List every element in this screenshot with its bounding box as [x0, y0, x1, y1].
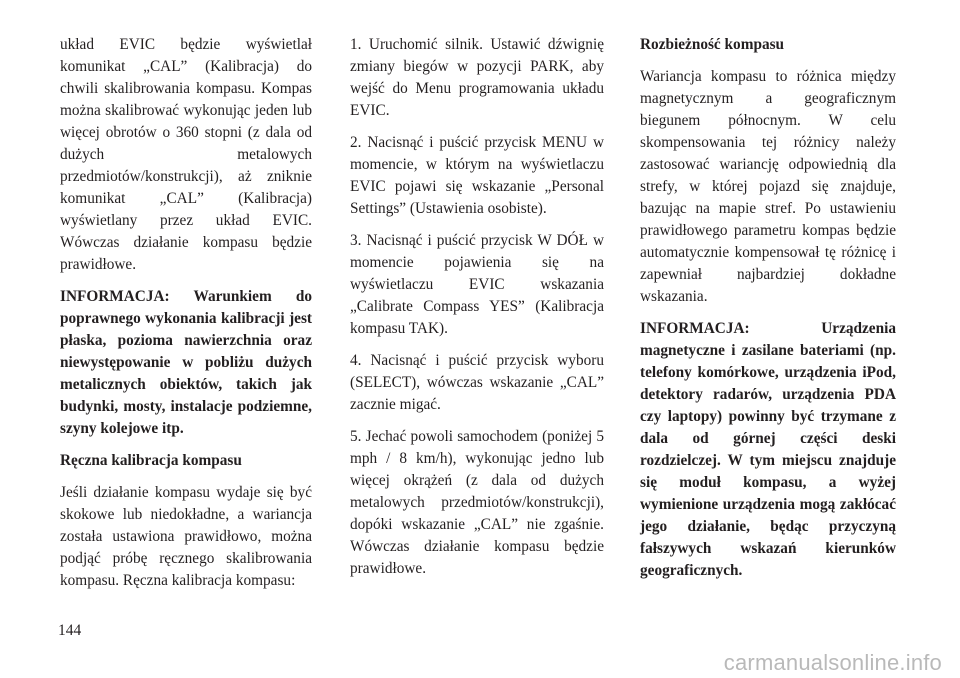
watermark: carmanualsonline.info: [723, 650, 942, 675]
column-left: [60, 34, 312, 602]
heading-compass-variance: Rozbieżność kompasu: [640, 36, 785, 53]
step-2: 2. Nacisnąć i puścić przycisk MENU w momencie, w którym na wyświetlaczu EVIC pojawi się wskazanie „Personal Settings” (Ustawienia osobiste).: [350, 134, 604, 217]
step-4: 4. Nacisnąć i puścić przycisk wyboru (SELECT), wówczas wskazanie „CAL” zacznie migać.: [350, 352, 604, 413]
note-magnetic-devices: INFORMACJA: Urządzenia magnetyczne i zasilane bateriami (np. telefony komórkowe, urządzenia iPod, detektory radarów, urządzenia PDA czy laptopy) powinny być trzymane z dala od górnej części deski rozdzielczej. W tym miejscu znajduje się moduł kompasu, a wyżej wymienione urządzenia mogą zakłócać jego działanie, będąc przyczyną fałszywych wskazań kierunków geograficznych.: [640, 320, 896, 579]
column-middle: [350, 34, 604, 590]
paragraph-compass-variance: Wariancja kompasu to różnica między magnetycznym a geograficznym biegunem północnym. W celu skompensowania tej różnicy należy zastosować wariancję odpowiednią dla strefy, w której pojazd się znajduje, bazując na mapie stref. Po ustawieniu prawidłowego parametru kompas będzie automatycznie kompensował tę różnicę i zapewniał najbardziej dokładne wskazania.: [640, 68, 896, 305]
step-5: 5. Jechać powoli samochodem (poniżej 5 mph / 8 km/h), wykonując jedno lub więcej okrążeń (z dala od dużych metalowych przedmiotów/konstrukcji), dopóki wskazanie „CAL” nie zgaśnie. Wówczas działanie kompasu będzie prawidłowe.: [350, 428, 604, 577]
paragraph-evic-cal: układ EVIC będzie wyświetlał komunikat „CAL” (Kalibracja) do chwili skalibrowania kompasu. Kompas można skalibrować wykonując jeden lub więcej obrotów o 360 stopni (z dala od dużych metalowych przedmiotów/konstrukcji), aż zniknie komunikat „CAL” (Kalibracja) wyświetlany przez układ EVIC. Wówczas działanie kompasu będzie prawidłowe.: [60, 36, 312, 273]
page-number: 144: [58, 622, 82, 639]
note-calibration-conditions: INFORMACJA: Warunkiem do poprawnego wykonania kalibracji jest płaska, pozioma nawierzchnia oraz niewystępowanie w pobliżu dużych metalicznych obiektów, takich jak budynki, mosty, instalacje podziemne, szyny kolejowe itp.: [60, 288, 312, 437]
heading-manual-calibration: Ręczna kalibracja kompasu: [60, 452, 242, 469]
step-3: 3. Nacisnąć i puścić przycisk W DÓŁ w momencie pojawienia się na wyświetlaczu EVIC wskazania „Calibrate Compass YES” (Kalibracja kompasu TAK).: [350, 232, 604, 337]
column-right: [640, 34, 896, 592]
paragraph-manual-calibration: Jeśli działanie kompasu wydaje się być skokowe lub niedokładne, a wariancja została ustawiona prawidłowo, można podjąć próbę ręcznego skalibrowania kompasu. Ręczna kalibracja kompasu:: [60, 484, 312, 589]
step-1: 1. Uruchomić silnik. Ustawić dźwignię zmiany biegów w pozycji PARK, aby wejść do Menu programowania układu EVIC.: [350, 36, 604, 119]
